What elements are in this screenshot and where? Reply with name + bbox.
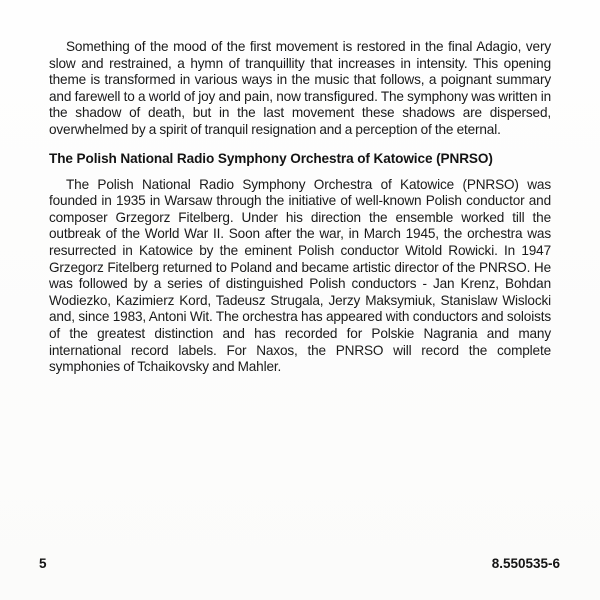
- catalogue-number: 8.550535-6: [491, 556, 560, 571]
- section-heading: The Polish National Radio Symphony Orchestra of Katowice (PNRSO): [49, 150, 493, 166]
- paragraph-orchestra: The Polish National Radio Symphony Orchestra of Katowice (PNRSO) was founded in 1935 in Warsaw through the initiative of well-known Polish conductor and composer Grzegorz Fitelberg. Under his direction the ensemble worked till the outbreak of the World War II. Soon after the war, in March 1945, the orchestra was resurrected in Katowice by the eminent Polish conductor Witold Rowicki. In 1947 Grzegorz Fitelberg returned to Poland and became artistic director of the PNRSO. He was followed by a series of distinguished Polish conductors - Jan Krenz, Bohdan Wodiezko, Kazimierz Kord, Tadeusz Strugala, Jerzy Maksymiuk, Stanislaw Wislocki and, since 1983, Antoni Wit. The orchestra has appeared with conductors and soloists of the greatest distinction and has recorded for Polskie Nagrania and many international record labels. For Naxos, the PNRSO will record the complete symphonies of Tchaikovsky and Mahler.: [49, 176, 551, 375]
- paragraph-adagio: Something of the mood of the first movement is restored in the final Adagio, very slow and restrained, a hymn of tranquillity that increases in intensity. This opening theme is transformed in various ways in the music that follows, a poignant summary and farewell to a world of joy and pain, now transfigured. The symphony was written in the shadow of death, but in the last movement these shadows are dispersed, overwhelmed by a spirit of tranquil resignation and a perception of the eternal.: [49, 39, 551, 137]
- text-column: [49, 39, 551, 376]
- page-number: 5: [39, 556, 47, 571]
